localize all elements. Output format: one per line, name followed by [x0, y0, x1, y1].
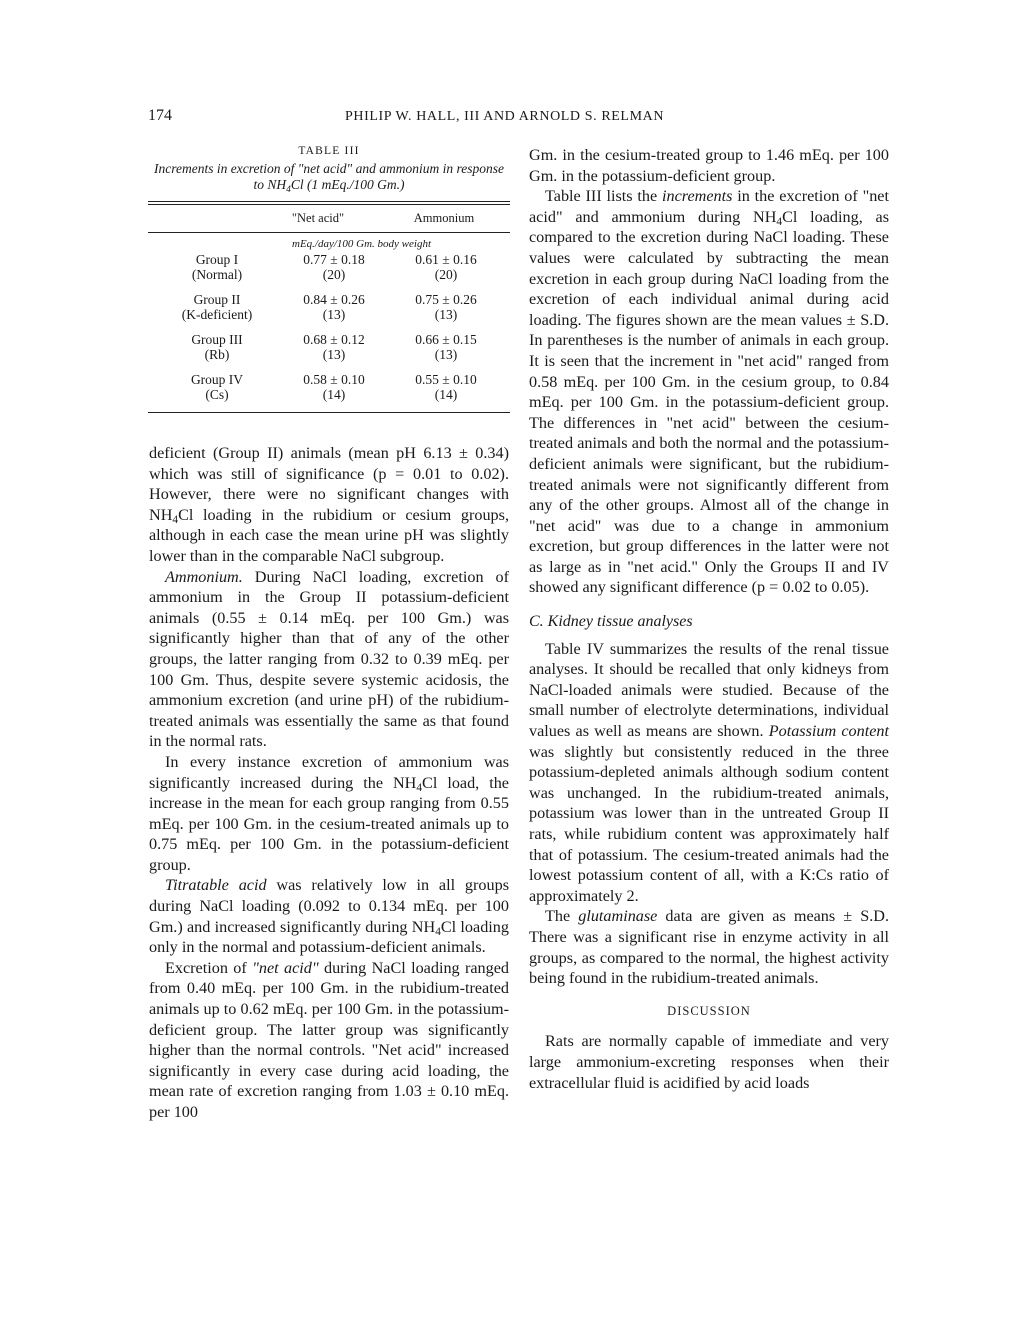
paragraph-text: Excretion of [165, 958, 253, 977]
emphasis: "net acid" [252, 958, 319, 977]
table-row [148, 252, 510, 282]
paragraph: Rats are normally capable of immediate and very large ammonium-excreting responses when their extracellular fluid is acidified by acid loads [529, 1032, 889, 1092]
discussion-heading: DISCUSSION [667, 1003, 751, 1018]
paragraph-text: was slightly but consistently reduced in the three potassium-depleted animals although sodium content was unchanged. In the rubidium-treated animals, potassium was lower than in the untreated Group II rats, while rubidium content was approximately half that of potassium. The cesium-treated animals had the lowest potassium content of all, with a K:Cs ratio of approximately 2. [529, 742, 889, 905]
table-units: mEq./day/100 Gm. body weight [292, 238, 432, 250]
emphasis: increments [662, 187, 733, 206]
paragraph-ammonium [149, 567, 509, 752]
cell-net-acid-n: (20) [322, 267, 346, 282]
paragraph [529, 639, 889, 907]
row-subgroup: (Normal) [191, 267, 243, 282]
paragraph-text: data are given as means ± S.D. There was a significant rise in enzyme activity in all groups, as compared to the normal, the highest activity being found in the rubidium-treated animals. [529, 907, 889, 988]
cell-net-acid-n: (13) [322, 307, 346, 322]
paragraph-text: during NaCl loading ranged from 0.40 mEq. per 100 Gm. in the rubidium-treated animals up to 0.62 mEq. per 100 Gm. in the potassium-deficient group. The latter group was significantly higher than the normal controls. "Net acid" increased significantly in every case during acid loading, the mean rate of excretion ranging from 1.03 ± 0.10 mEq. per 100 [149, 958, 509, 1121]
paragraph-text: During NaCl loading, excretion of ammonium in the Group II potassium-deficient animals (0.55 ± 0.14 mEq. per 100 Gm.) was significantly higher than that of any of the other groups, the latter ranging from 0.32 to 0.39 mEq. per 100 Gm. Thus, despite severe systemic acidosis, the ammonium excretion (and urine pH) of the rubidium-treated animals was essentially the same as that found in the normal rats. [149, 567, 509, 751]
right-column [529, 145, 889, 1093]
paragraph [529, 906, 889, 988]
cell-ammonium-n: (14) [434, 387, 458, 402]
cell-ammonium: 0.75 ± 0.26 [415, 292, 477, 307]
paragraph [529, 186, 889, 598]
cell-net-acid-n: (14) [322, 387, 346, 402]
table-label: TABLE III [298, 145, 360, 157]
paragraph: deficient (Group II) animals (mean pH 6.13 ± 0.34) which was still of significance (p = 0.01 to 0.02). However, there were no significant changes with $NH_4Cl$ loading in the rubidium or cesium groups, although in each case the mean urine pH was slightly lower than in the comparable NaCl subgroup. [149, 444, 509, 565]
paragraph-text: Table IV summarizes the results of the renal tissue analyses. It should be recalled that only kidneys from NaCl-loaded animals were studied. Because of the small number of electrolyte determinations, individual values as well as means are shown. [529, 639, 889, 741]
row-group: Group II [193, 292, 241, 307]
cell-ammonium: 0.61 ± 0.16 [415, 252, 477, 267]
left-column [149, 443, 509, 1123]
emphasis: Potassium content [768, 722, 889, 741]
running-head: PHILIP W. HALL, III AND ARNOLD S. RELMAN [345, 109, 665, 124]
paragraph-net-acid [149, 958, 509, 1123]
row-group: Group III [191, 332, 243, 347]
paragraph-text: Table III lists the [545, 187, 663, 206]
cell-ammonium-n: (13) [434, 307, 458, 322]
paragraph-titratable-acid [149, 875, 509, 957]
row-subgroup: (K-deficient) [181, 307, 253, 322]
table-row [148, 332, 510, 362]
paragraph: In every instance excretion of ammonium was significantly increased during the $NH_4Cl$ load, the increase in the mean for each group ranging from 0.55 mEq. per 100 Gm. in the cesium-treated animals up to 0.75 mEq. per 100 Gm. in the potassium-deficient group. [149, 752, 509, 874]
cell-net-acid-n: (13) [322, 347, 346, 362]
row-group: Group I [195, 252, 239, 267]
cell-ammonium-n: (20) [434, 267, 458, 282]
paragraph-text: The [545, 907, 579, 926]
paragraph: Gm. in the cesium-treated group to 1.46 mEq. per 100 Gm. in the potassium-deficient group. [529, 146, 889, 185]
run-in-heading: Titratable acid [165, 876, 267, 895]
table-header-ammonium: Ammonium [413, 211, 475, 225]
cell-net-acid: 0.84 ± 0.26 [303, 292, 365, 307]
table-header-net-acid: "Net acid" [291, 211, 345, 225]
table-header-row [148, 205, 510, 232]
row-subgroup: (Cs) [205, 387, 229, 402]
cell-ammonium: 0.66 ± 0.15 [415, 332, 477, 347]
table-iii [148, 145, 510, 413]
run-in-heading: Ammonium. [165, 567, 243, 586]
row-group: Group IV [190, 372, 244, 387]
cell-net-acid: 0.68 ± 0.12 [303, 332, 365, 347]
page-number: 174 [148, 107, 172, 124]
cell-net-acid: 0.58 ± 0.10 [303, 372, 365, 387]
table-bottom-rule [148, 412, 510, 413]
cell-ammonium-n: (13) [434, 347, 458, 362]
paragraph-text: was relatively low in all groups during NaCl loading (0.092 to 0.134 mEq. per 100 Gm.) and increased significantly during $NH_4Cl$ loading only in the normal and potassium-deficient animals. [149, 876, 510, 957]
table-caption: Increments in excretion of "net acid" and ammonium in response to $NH_4Cl$ (1 mEq./100 Gm.) [154, 161, 504, 195]
cell-ammonium: 0.55 ± 0.10 [415, 372, 477, 387]
table-row [148, 292, 510, 322]
emphasis: glutaminase [578, 907, 658, 926]
table-row [148, 372, 510, 402]
row-subgroup: (Rb) [204, 347, 230, 362]
section-heading: C. Kidney tissue analyses [529, 613, 693, 631]
table-header-rule [148, 232, 510, 233]
cell-net-acid: 0.77 ± 0.18 [303, 252, 365, 267]
paragraph-text: in the excretion of "net acid" and ammonium during $NH_4Cl$ loading, as compared to the excretion during NaCl loading. These values were calculated by subtracting the mean excretion in each group during NaCl loading from the excretion of each individual animal during acid loading. The figures shown are the mean values ± S.D. In parentheses is the number of animals in each group. It is seen that the increment in "net acid" ranged from 0.58 mEq. per 100 Gm. in the cesium group, to 0.84 mEq. per 100 Gm. in the potassium-deficient group. The differences in "net acid" between the cesium-treated animals and both the normal and the potassium-deficient animals were significant, but the rubidium-treated animals were not significantly different from any of the other groups. Almost all of the change in "net acid" was due to a change in ammonium excretion, but group differences in the latter were not as large as in "net acid." Only the Groups II and IV showed any significant difference (p = 0.02 to 0.05). [529, 187, 889, 597]
